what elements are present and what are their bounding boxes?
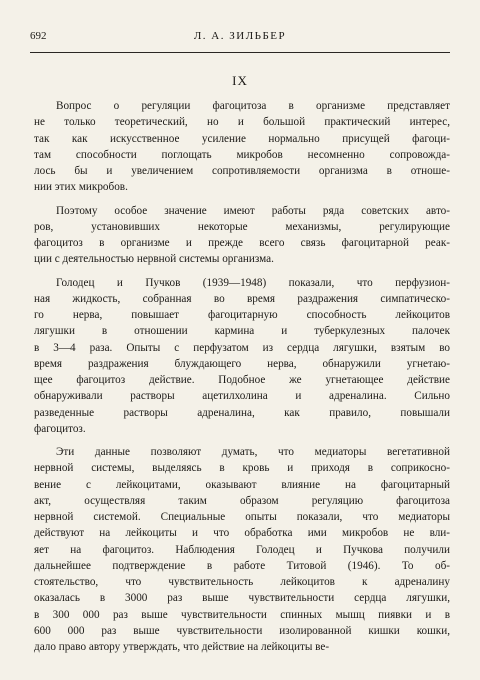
page-header <box>30 30 450 50</box>
text-line: лось бы и увеличением сопротивляемости организма в отноше- <box>34 165 450 177</box>
text-line: го нерва, повышает фагоцитарную способность лейкоцитов <box>34 309 450 321</box>
text-line: лягушки в отношении кармина и туберкулезных палочек <box>34 325 450 338</box>
text-line: обнаруживали растворы ацетилхолина и адреналина. Сильно <box>34 390 450 403</box>
text-line: фагоцитоз. <box>34 422 86 435</box>
paragraph <box>34 98 450 196</box>
text-line: там способности поглощать микробов несомненно сопровожда- <box>34 148 450 161</box>
text-line: ная жидкость, собранная во время раздражения симпатическо- <box>34 292 450 305</box>
text-line: нервной системой. Специальные опыты показали, что медиаторы <box>34 511 450 523</box>
text-line: Эти данные позволяют думать, что медиаторы вегетативной <box>56 446 450 458</box>
text-line: нервной системы, выделяясь в кровь и приходя в соприкосно- <box>34 462 450 475</box>
page-number: 692 <box>30 30 47 42</box>
text-line: так как искусственное усиление нормально присущей фагоци- <box>34 132 450 145</box>
text-line: яет на фагоцитоз. Наблюдения Голодец и Пучкова получили <box>34 543 450 556</box>
paragraph <box>34 444 450 655</box>
text-line: в 300 000 раз выше чувствительности спинных мышц пиявки и в <box>34 608 450 621</box>
body-text <box>34 98 450 662</box>
section-title: IX <box>232 73 248 88</box>
text-line: стоятельство, что чувствительность лейкоцитов к адреналину <box>34 576 450 588</box>
text-line: Голодец и Пучков (1939—1948) показали, что перфузион- <box>56 276 450 289</box>
text-line: Поэтому особое значение имеют работы ряда советских авто- <box>56 204 450 217</box>
text-line: 600 000 раз выше чувствительности изолированной кишки кошки, <box>34 624 450 637</box>
header-rule <box>30 52 450 53</box>
text-line: ров, установивших некоторые механизмы, регулирующие <box>34 220 450 233</box>
text-line: нии этих микробов. <box>34 181 128 194</box>
text-line: дальнейшее подтверждение в работе Титовой (1946). То об- <box>34 559 450 572</box>
running-title: Л. А. ЗИЛЬБЕР <box>193 30 287 42</box>
text-line: разведенные растворы адреналина, как правило, повышали <box>34 406 450 419</box>
text-line: в 3—4 раза. Опыты с перфузатом из сердца лягушки, взятым во <box>34 341 450 354</box>
text-line: вение с лейкоцитами, оказывают влияние на фагоцитарный <box>34 478 450 491</box>
text-line: ции с деятельностью нервной системы организма. <box>34 253 274 266</box>
text-line: дало право автору утверждать, что действие на лейкоциты ве- <box>34 641 330 653</box>
paragraph <box>34 275 450 438</box>
text-line: щее фагоцитоз действие. Подобное же угнетающее действие <box>34 374 450 386</box>
text-line: Вопрос о регуляции фагоцитоза в организме представляет <box>56 100 450 112</box>
text-line: действуют на лейкоциты и что обработка ими микробов не вли- <box>34 527 450 540</box>
paragraph <box>34 203 450 268</box>
text-line: не только теоретический, но и большой практический интерес, <box>34 116 450 129</box>
text-line: фагоцитоз в организме и прежде всего связь фагоцитарной реак- <box>34 237 450 249</box>
text-line: акт, осуществляя таким образом регуляцию фагоцитоза <box>34 494 450 507</box>
text-line: оказалась в 3000 раз выше чувствительности сердца лягушки, <box>34 592 450 605</box>
text-line: время раздражения блуждающего нерва, обнаружили угнетаю- <box>34 357 450 370</box>
